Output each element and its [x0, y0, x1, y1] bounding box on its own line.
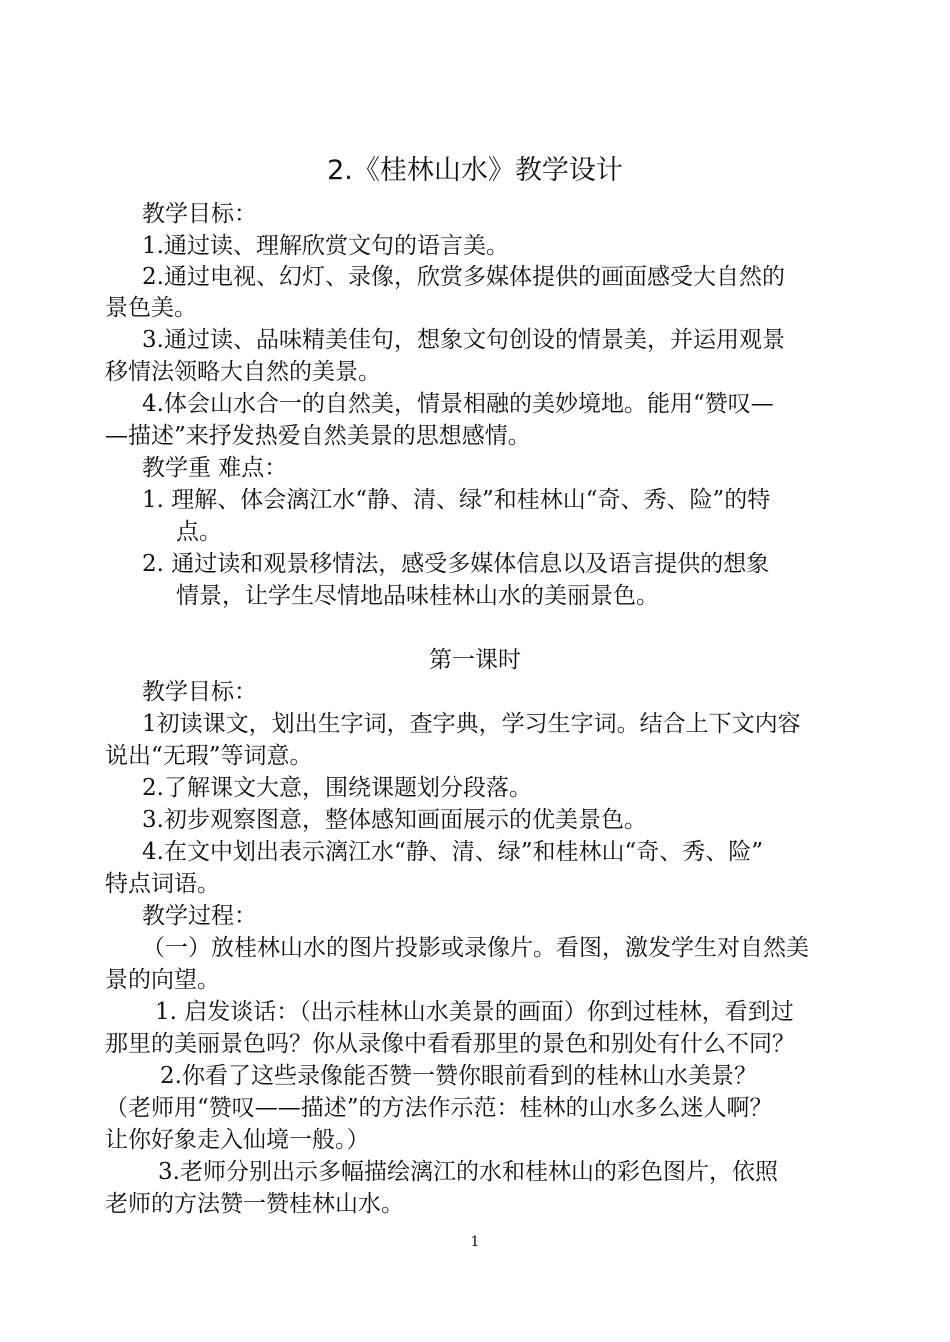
paragraph-line: 3.老师分别出示多幅描绘漓江的水和桂林山的彩色图片，依照 — [158, 1159, 778, 1185]
list-item-continuation: 点。 — [176, 519, 222, 545]
document-title: 2.《桂林山水》教学设计 — [327, 155, 623, 186]
paragraph-line: 让你好象走入仙境一般。） — [105, 1127, 370, 1153]
page-number: 1 — [470, 1234, 480, 1250]
paragraph-line: （老师用“赞叹——描述”的方法作示范：桂林的山水多么迷人啊？ — [105, 1095, 773, 1121]
paragraph-line: 1.通过读、理解欣赏文句的语言美。 — [142, 233, 509, 259]
paragraph-line: 2.了解课文大意，围绕课题划分段落。 — [142, 775, 532, 801]
paragraph-line: （一）放桂林山水的图片投影或录像片。看图，激发学生对自然美 — [142, 935, 809, 961]
paragraph-line: 景色美。 — [105, 295, 197, 321]
paragraph-line: —描述”来抒发热爱自然美景的思想感情。 — [105, 423, 531, 449]
section-heading-objectives: 教学目标： — [142, 679, 257, 705]
paragraph-line: 景的向望。 — [105, 967, 220, 993]
paragraph-line: 4.在文中划出表示漓江水“静、清、绿”和桂林山“奇、秀、险” — [142, 839, 763, 865]
paragraph-line: 老师的方法赞一赞桂林山水。 — [105, 1191, 404, 1217]
paragraph-line: 1. 启发谈话：（出示桂林山水美景的画面）你到过桂林，看到过 — [155, 999, 794, 1025]
list-item-continuation: 情景，让学生尽情地品味桂林山水的美丽景色。 — [176, 583, 659, 609]
paragraph-line: 特点词语。 — [105, 871, 220, 897]
list-item: 2. 通过读和观景移情法，感受多媒体信息以及语言提供的想象 — [142, 551, 770, 577]
paragraph-line: 那里的美丽景色吗？你从录像中看看那里的景色和别处有什么不同？ — [105, 1031, 795, 1057]
paragraph-line: 说出“无瑕”等词意。 — [105, 743, 313, 769]
paragraph-line: 3.通过读、品味精美佳句，想象文句创设的情景美，并运用观景 — [142, 327, 785, 353]
paragraph-line: 4.体会山水合一的自然美，情景相融的美妙境地。能用“赞叹— — [142, 391, 774, 417]
paragraph-line: 2.通过电视、幻灯、录像，欣赏多媒体提供的画面感受大自然的 — [142, 264, 785, 290]
section-heading-key-points: 教学重 难点： — [142, 455, 288, 481]
paragraph-line: 2.你看了这些录像能否赞一赞你眼前看到的桂林山水美景？ — [160, 1063, 757, 1089]
paragraph-line: 1初读课文，划出生字词，查字典，学习生字词。结合上下文内容 — [142, 711, 801, 737]
paragraph-line: 移情法领略大自然的美景。 — [105, 359, 381, 385]
paragraph-line: 3.初步观察图意，整体感知画面展示的优美景色。 — [142, 807, 647, 833]
section-heading-process: 教学过程： — [142, 903, 257, 929]
lesson-heading: 第一课时 — [429, 647, 521, 673]
list-item: 1. 理解、体会漓江水“静、清、绿”和桂林山“奇、秀、险”的特 — [142, 487, 771, 513]
section-heading-objectives: 教学目标： — [142, 201, 257, 227]
